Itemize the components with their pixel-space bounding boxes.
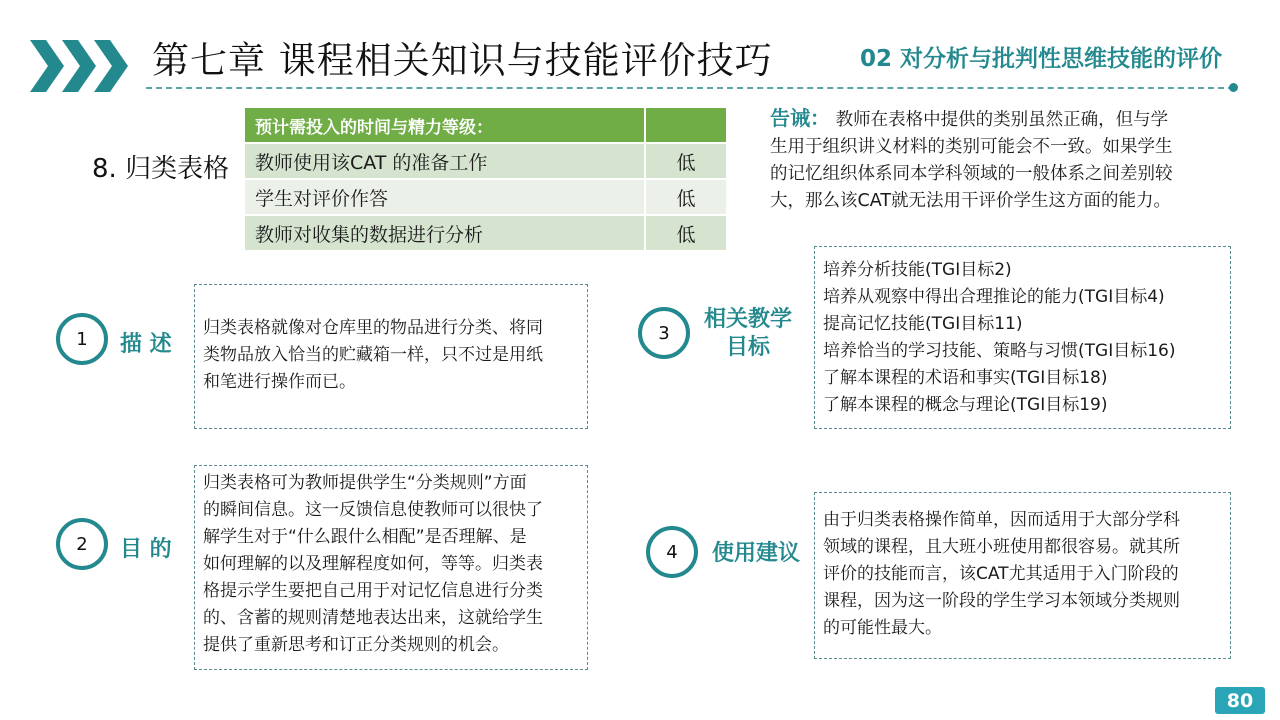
table-header-cell: 预计需投入的时间与精力等级：	[244, 107, 645, 143]
purpose-line: 归类表格可为教师提供学生“分类规则”方面	[203, 473, 527, 493]
chevron-right-icon	[30, 40, 130, 92]
goals-box	[814, 246, 1231, 429]
usage-line: 评价的技能而言，该CAT尤其适用于入门阶段的	[823, 564, 1179, 584]
page-number: 80	[1215, 687, 1265, 714]
caution-note	[770, 105, 1220, 215]
purpose-line: 的瞬间信息。这一反馈信息使教师可以很快了	[203, 500, 543, 520]
effort-level-table	[243, 106, 728, 252]
description-line: 归类表格就像对仓库里的物品进行分类、将同	[203, 318, 543, 338]
table-level-cell: 低	[645, 179, 727, 215]
section-label-usage: 使用建议	[712, 541, 801, 566]
goal-item: 培养分析技能(TGI目标2)	[823, 260, 1012, 280]
purpose-box	[194, 465, 588, 670]
table-task-cell: 教师使用该CAT 的准备工作	[244, 143, 645, 179]
table-task-cell: 教师对收集的数据进行分析	[244, 215, 645, 251]
goal-item: 提高记忆技能(TGI目标11)	[823, 314, 1023, 334]
usage-line: 领域的课程，且大班小班使用都很容易。就其所	[823, 537, 1180, 557]
description-line: 类物品放入恰当的贮藏箱一样，只不过是用纸	[203, 345, 543, 365]
section-label-goals-line: 目标	[726, 335, 771, 360]
usage-box	[814, 492, 1231, 659]
section-label-purpose: 目 的	[120, 537, 172, 562]
usage-line: 的可能性最大。	[823, 618, 942, 638]
goal-item: 了解本课程的概念与理论(TGI目标19)	[823, 395, 1108, 415]
goal-item: 了解本课程的术语和事实(TGI目标18)	[823, 368, 1108, 388]
table-level-cell: 低	[645, 215, 727, 251]
caution-line: 大，那么该CAT就无法用干评价学生这方面的能力。	[770, 191, 1172, 211]
table-row	[244, 215, 727, 251]
section-label-goals	[704, 306, 792, 362]
purpose-line: 格提示学生要把自己用于对记忆信息进行分类	[203, 581, 543, 601]
caution-line: 的记忆组织体系同本学科领域的一般体系之间差别较	[770, 164, 1173, 184]
caution-line: 教师在表格中提供的类别虽然正确，但与学	[835, 110, 1169, 130]
table-header-row	[244, 107, 727, 143]
table-row	[244, 179, 727, 215]
header-divider	[146, 87, 1234, 89]
purpose-line: 提供了重新思考和订正分类规则的机会。	[203, 635, 509, 655]
caution-line: 生用于组织讲义材料的类别可能会不一致。如果学生	[770, 137, 1173, 157]
purpose-line: 的、含蓄的规则清楚地表达出来，这就给学生	[203, 608, 543, 628]
section-number-badge: 3	[638, 307, 690, 359]
table-row	[244, 143, 727, 179]
purpose-line: 如何理解的以及理解程度如何，等等。归类表	[203, 554, 543, 574]
table-level-cell: 低	[645, 143, 727, 179]
section-number-badge: 2	[56, 518, 108, 570]
description-line: 和笔进行操作而已。	[203, 372, 356, 392]
purpose-line: 解学生对于“什么跟什么相配”是否理解、是	[203, 527, 527, 547]
goal-item: 培养从观察中得出合理推论的能力(TGI目标4)	[823, 287, 1165, 307]
chapter-title: 第七章 课程相关知识与技能评价技巧	[152, 39, 773, 82]
table-header-empty-cell	[645, 107, 727, 143]
usage-line: 课程，因为这一阶段的学生学习本领域分类规则	[823, 591, 1180, 611]
usage-line: 由于归类表格操作简单，因而适用于大部分学科	[823, 510, 1180, 530]
goal-item: 培养恰当的学习技能、策略与习惯(TGI目标16)	[823, 341, 1176, 361]
description-box	[194, 284, 588, 429]
section-label-description: 描 述	[120, 332, 172, 357]
table-task-cell: 学生对评价作答	[244, 179, 645, 215]
section-label-goals-line: 相关教学	[704, 307, 793, 332]
section-number-badge: 1	[56, 313, 108, 365]
item-title: 8. 归类表格	[92, 154, 230, 184]
section-number-badge: 4	[646, 526, 698, 578]
caution-label: 告诫：	[770, 106, 830, 130]
section-title: 02 对分析与批判性思维技能的评价	[859, 46, 1222, 72]
header-divider-dot	[1229, 83, 1238, 92]
